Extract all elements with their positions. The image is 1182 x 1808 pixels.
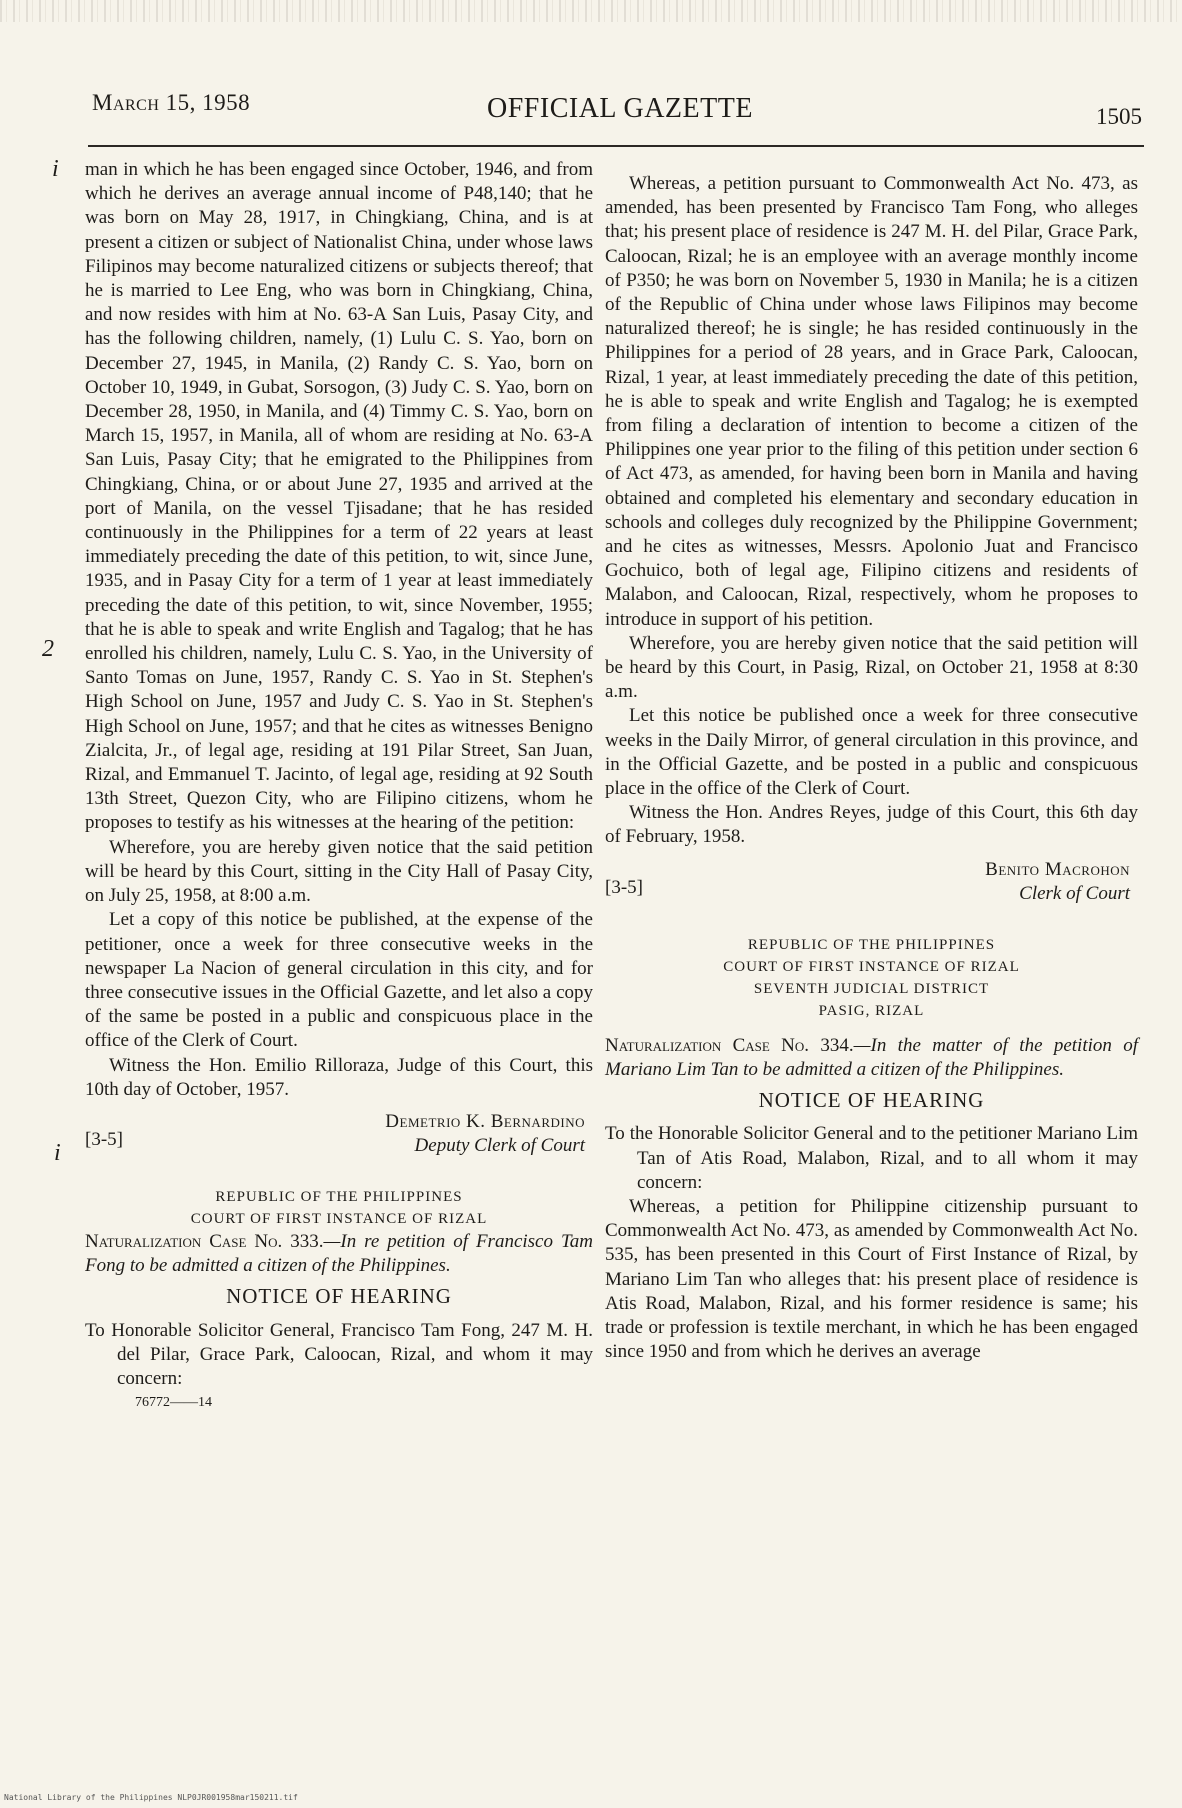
case-text: —In re petition of Francisco Tam Fong to be admitted a citizen of the Philippines. xyxy=(85,1230,593,1277)
paragraph: man in which he has been engaged since October, 1946, and from which he derives an average annual income of P48,140; that he was born on May 28, 1917, in Chingkiang, China, and is at present a citizen or subject of Nationalist China, under whose laws Filipinos may become naturalized citizens or subjects thereof; that he is married to Lee Eng, who was born in Chingkiang, China, and now resides with him at No. 63-A San Luis, Pasay City, and has the following children, namely, (1) Lulu C. S. Yao, born on December 27, 1945, in Manila, (2) Randy C. S. Yao, born on October 10, 1949, in Gubat, Sorsogon, (3) Judy C. S. Yao, born on December 28, 1950, in Manila, and (4) Timmy C. S. Yao, born on March 15, 1957, in Manila, all of whom are residing at No. 63-A San Luis, Pasay City; that he emigrated to the Philippines from Chingkiang, China, or or about June 27, 1935 and arrived at the port of Manila, on the vessel Tjisadane; that he has resided continuously in the Philippines for a term of 22 years at least immediately preceding the date of this petition, to wit, since June, 1935, and in Pasay City for a term of 1 year at least immediately preceding the date of this petition, to wit, since November, 1955; that he is able to speak and write English and Tagalog; that he has enrolled his children, namely, Lulu C. S. Yao, in the University of Santo Tomas on June, 1957, Randy C. S. Yao in St. Stephen's High School on June, 1957 and Judy C. S. Yao in St. Stephen's High School on June, 1957; and that he cites as witnesses Benigno Zialcita, Jr., of legal age, residing at 191 Pilar Street, San Juan, Rizal, and Emmanuel T. Jacinto, of legal age, residing at 92 South 13th Street, Quezon City, who are Filipino citizens, whom he proposes to testify as his witnesses at the hearing of the petition: xyxy=(85,159,593,834)
court-line: SEVENTH JUDICIAL DISTRICT xyxy=(753,980,990,997)
paragraph: Witness the Hon. Emilio Rilloraza, Judge of this Court, this 10th day of October, 1957. xyxy=(85,1054,593,1100)
signatory-title: Clerk of Court xyxy=(1019,882,1130,904)
right-column xyxy=(605,172,1138,1364)
address-line: To the Honorable Solicitor General and to the petitioner Mariano Lim Tan of Atis Road, Malabon, Rizal, and to all whom it may concern: xyxy=(605,1123,1138,1193)
margin-mark: 2 xyxy=(42,636,54,662)
court-line: COURT OF FIRST INSTANCE OF RIZAL xyxy=(723,958,1020,975)
signature-block xyxy=(605,858,1138,916)
court-line: REPUBLIC OF THE PHILIPPINES xyxy=(747,936,996,953)
issue-date: March 15, 1958 xyxy=(92,90,251,115)
margin-mark: i xyxy=(52,156,59,182)
paragraph: Whereas, a petition pursuant to Commonwealth Act No. 473, as amended, has been presented by Francisco Tam Fong, who alleges that; his present place of residence is 247 M. H. del Pilar, Grace Park, Caloocan, Rizal; he is an employee with an average monthly income of P350; he was born on November 5, 1930 in Manila; he is a citizen of the Republic of China under whose laws Filipinos may become naturalized thereof; he is single; he has resided continuously in the Philippines for a period of 28 years, and in Grace Park, Caloocan, Rizal, 1 year, at least immediately preceding the date of this petition, he is able to speak and write English and Tagalog; he is exempted from filing a declaration of intention to become a citizen of the Philippines one year prior to the filing of this petition under section 6 of Act 473, as amended, for having been born in Manila and having obtained and completed his elementary and secondary education in schools and colleges duly recognized by the Philippine Government; and he cites as witnesses, Messrs. Apolonio Juat and Francisco Gochuico, both of legal age, Filipino citizens and residents of Malabon, and Caloocan, Rizal, respectively, whom he proposes to introduce in support of his petition. xyxy=(605,173,1138,630)
signatory-name: Benito Macrohon xyxy=(985,858,1130,880)
header-rule xyxy=(88,145,1144,147)
signature-block xyxy=(85,1110,593,1168)
paragraph: Let this notice be published once a week for three consecutive weeks in the Daily Mirror, of general circulation in this province, and in the Official Gazette, and be posted in a public and conspicuous place in the office of the Clerk of Court. xyxy=(605,705,1138,800)
case-caption xyxy=(85,1230,593,1278)
court-line: COURT OF FIRST INSTANCE OF RIZAL xyxy=(190,1210,488,1227)
case-label: Naturalization Case No. 334. xyxy=(605,1034,854,1056)
address-line: To Honorable Solicitor General, Francisco Tam Fong, 247 M. H. del Pilar, Grace Park, Caloocan, Rizal, and whom it may concern: xyxy=(85,1319,593,1389)
publication-ref: [3-5] xyxy=(85,1128,123,1150)
paragraph: Whereas, a petition for Philippine citizenship pursuant to Commonwealth Act No. 473, as amended by Commonwealth Act No. 535, has been presented in this Court of First Instance of Rizal, by Mariano Lim Tan who alleges that: his present place of residence is Atis Road, Malabon, Rizal, and his former residence is same; his trade or profession is textile merchant, in which he has been engaged since 1950 and from which he derives an average xyxy=(605,1195,1138,1363)
publication-title: OFFICIAL GAZETTE xyxy=(487,93,753,124)
notice-heading: NOTICE OF HEARING xyxy=(226,1284,452,1309)
scan-edge-speckle xyxy=(0,0,1182,22)
signatory-name: Demetrio K. Bernardino xyxy=(385,1110,585,1132)
paragraph: Witness the Hon. Andres Reyes, judge of this Court, this 6th day of February, 1958. xyxy=(605,802,1138,848)
court-line: PASIG, RIZAL xyxy=(818,1002,925,1019)
case-text: —In the matter of the petition of Mariano Lim Tan to be admitted a citizen of the Philippines. xyxy=(605,1034,1139,1080)
case-label: Naturalization Case No. 333. xyxy=(85,1230,324,1252)
notice-heading: NOTICE OF HEARING xyxy=(758,1088,985,1113)
page-header xyxy=(92,88,1142,136)
scan-source-note: National Library of the Philippines NLP0JR001958mar150211.tif xyxy=(4,1793,298,1802)
paragraph: Wherefore, you are hereby given notice that the said petition will be heard by this Court, in Pasig, Rizal, on October 21, 1958 at 8:30 a.m. xyxy=(605,632,1138,703)
page-number: 1505 xyxy=(1096,104,1142,129)
margin-mark: i xyxy=(54,1140,61,1166)
paragraph: Let a copy of this notice be published, at the expense of the petitioner, once a week for three consecutive weeks in the newspaper La Nacion of general circulation in this city, and for three consecutive issues in the Official Gazette, and let also a copy of the same be posted in a public and conspicuous place in the office of the Clerk of Court. xyxy=(85,909,593,1052)
court-line: REPUBLIC OF THE PHILIPPINES xyxy=(215,1188,463,1205)
print-code: 76772——14 xyxy=(135,1395,212,1411)
paragraph: Wherefore, you are hereby given notice that the said petition will be heard by this Court, sitting in the City Hall of Pasay City, on July 25, 1958, at 8:00 a.m. xyxy=(85,836,593,907)
publication-ref: [3-5] xyxy=(605,876,643,898)
left-column xyxy=(85,158,593,1415)
signatory-title: Deputy Clerk of Court xyxy=(414,1134,585,1156)
case-caption xyxy=(605,1034,1138,1082)
